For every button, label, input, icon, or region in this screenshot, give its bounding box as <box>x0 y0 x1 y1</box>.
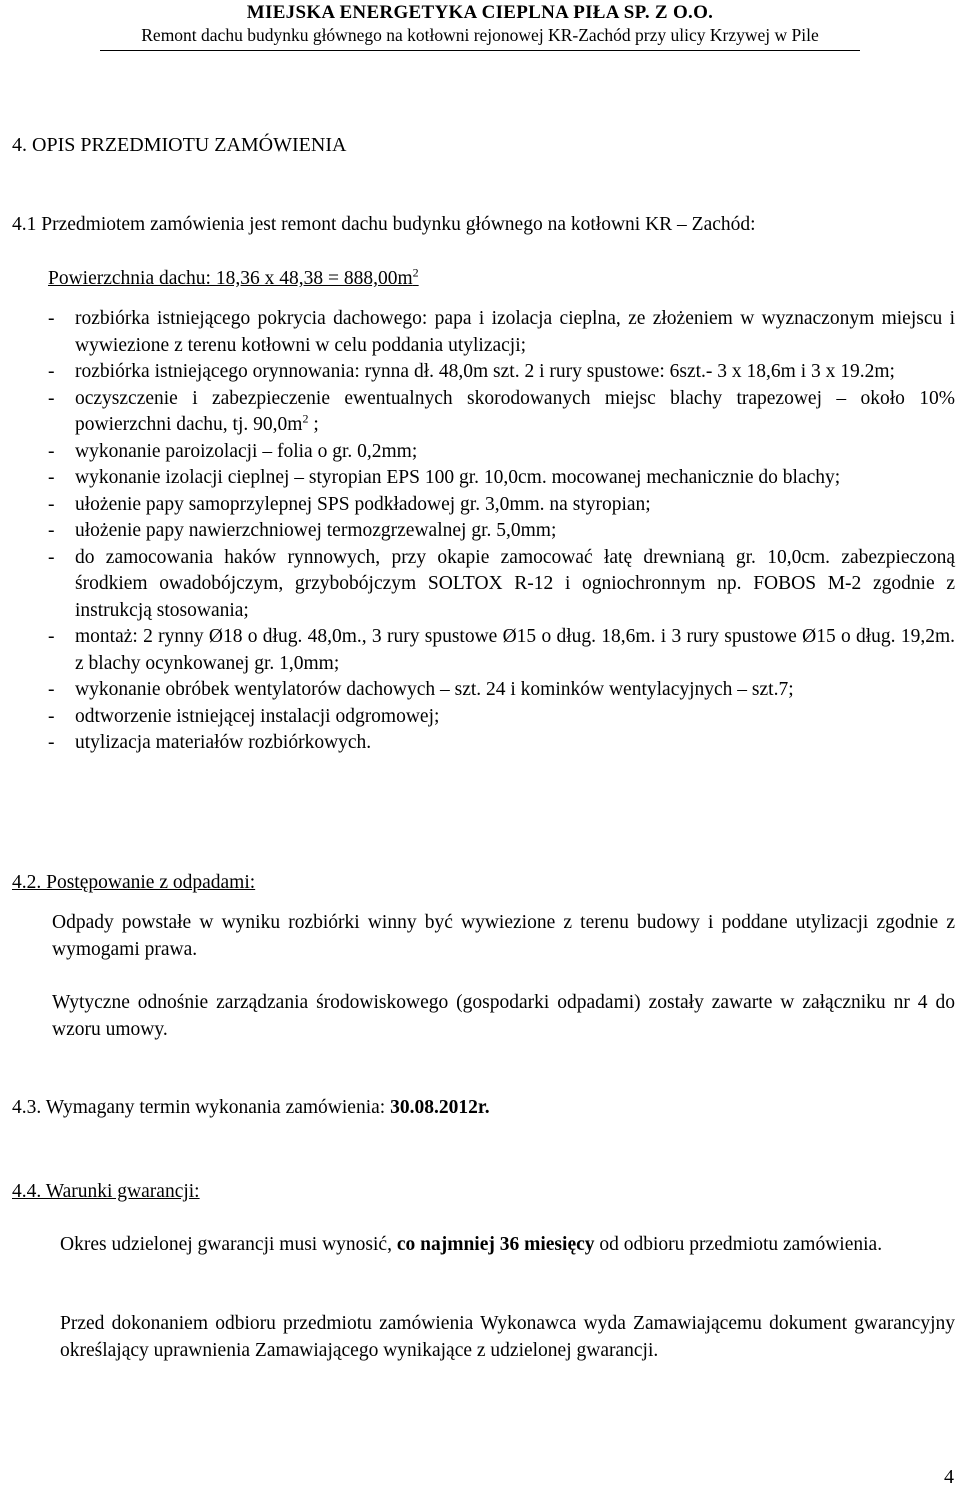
list-item <box>48 518 955 545</box>
list-item <box>48 704 955 731</box>
page-number: 4 <box>944 1466 954 1488</box>
list-dash: - <box>48 493 55 515</box>
document-header <box>0 2 960 46</box>
roof-area <box>48 265 419 290</box>
list-dash: - <box>48 387 55 409</box>
deadline-label: 4.3. Wymagany termin wykonania zamówienia: <box>12 1097 391 1118</box>
list-item-text: do zamocowania haków rynnowych, przy okapie zamocować łatę drewnianą gr. 10,0cm. zabezpieczoną środkiem owadobójczym, grzybobójczym SOLTOX R-12 i ogniochronnym np. FOBOS M-2 zgodnie z instrukcją stosowania; <box>75 546 955 621</box>
list-item-text: rozbiórka istniejącego pokrycia dachowego: papa i izolacja cieplna, ze złożeniem w wyznaczonym miejscu i wywiezione z terenu kotłowni w celu poddania utylizacji; <box>75 308 955 356</box>
list-dash: - <box>48 705 55 727</box>
list-item-text: utylizacja materiałów rozbiórkowych. <box>75 732 372 753</box>
list-item-text: odtworzenie istniejącej instalacji odgromowej; <box>75 705 440 727</box>
waste-paragraph-2: Wytyczne odnośnie zarządzania środowiskowego (gospodarki odpadami) zostały zawarte w załączniku nr 4 do wzoru umowy. <box>52 992 955 1040</box>
list-item <box>48 306 955 359</box>
warranty-period: co najmniej 36 miesięcy <box>396 1234 595 1255</box>
list-item <box>48 730 955 757</box>
list-item <box>48 545 955 625</box>
list-item <box>48 492 955 519</box>
header-rule <box>100 50 860 51</box>
list-item <box>48 677 955 704</box>
company-name: MIEJSKA ENERGETYKA CIEPLNA PIŁA SP. Z O.O. <box>246 2 714 23</box>
list-dash: - <box>48 546 55 568</box>
list-item-text: wykonanie obróbek wentylatorów dachowych – szt. 24 i kominków wentylacyjnych – szt.7; <box>75 679 794 700</box>
warranty-text-b: od odbioru przedmiotu zamówienia. <box>594 1234 883 1255</box>
list-item <box>48 386 955 439</box>
roof-area-sup: 2 <box>412 265 419 280</box>
deadline-date: 30.08.2012r. <box>390 1097 490 1118</box>
list-dash: - <box>48 467 55 488</box>
list-item-text: wykonanie izolacji cieplnej – styropian EPS 100 gr. 10,0cm. mocowanej mechanicznie do blachy; <box>75 467 841 488</box>
waste-paragraph-1: Odpady powstałe w wyniku rozbiórki winny być wywiezione z terenu budowy i poddane utylizacji zgodnie z wymogami prawa. <box>52 912 955 960</box>
waste-heading <box>12 872 255 894</box>
list-item <box>48 465 955 492</box>
waste-heading-text: 4.2. Postępowanie z odpadami: <box>12 872 256 893</box>
list-dash: - <box>48 361 55 382</box>
list-item <box>48 359 955 386</box>
warranty-text-a: Okres udzielonej gwarancji musi wynosić, <box>60 1234 397 1255</box>
warranty-paragraph-1 <box>60 1232 955 1259</box>
warranty-heading-text: 4.4. Warunki gwarancji: <box>12 1181 200 1202</box>
list-dash: - <box>48 308 55 329</box>
list-item-text: ułożenie papy samoprzylepnej SPS podkładowej gr. 3,0mm. na styropian; <box>75 493 651 515</box>
list-item-text: montaż: 2 rynny Ø18 o dług. 48,0m., 3 rury spustowe Ø15 o dług. 18,6m. i 3 rury spustowe Ø15 o dług. 19,2m. z blachy ocynkowanej gr. 1,0mm; <box>75 626 955 674</box>
list-dash: - <box>48 679 55 700</box>
deadline-line <box>12 1097 490 1119</box>
list-item-text: rozbiórka istniejącego orynnowania: rynna dł. 48,0m szt. 2 i rury spustowe: 6szt.- 3 x 18,6m i 3 x 19.2m; <box>75 361 895 382</box>
list-item-sup: 2 <box>302 411 309 426</box>
warranty-paragraph-2: Przed dokonaniem odbioru przedmiotu zamówienia Wykonawca wyda Zamawiającemu dokument gwarancyjny określający uprawnienia Zamawiającego wynikające z udzielonej gwarancji. <box>60 1313 955 1361</box>
list-item <box>48 439 955 466</box>
list-item-text: wykonanie paroizolacji – folia o gr. 0,2mm; <box>75 440 418 462</box>
list-item <box>48 624 955 677</box>
list-dash: - <box>48 626 55 647</box>
list-dash: - <box>48 732 55 753</box>
list-item-text: oczyszczenie i zabezpieczenie ewentualnych skorodowanych miejsc blachy trapezowej – około 10% powierzchni dachu, tj. 90,0m <box>75 387 955 435</box>
list-dash: - <box>48 440 55 462</box>
section-intro: 4.1 Przedmiotem zamówienia jest remont dachu budynku głównego na kotłowni KR – Zachód: <box>12 214 756 235</box>
list-dash: - <box>48 520 55 541</box>
section-title: 4. OPIS PRZEDMIOTU ZAMÓWIENIA <box>12 134 347 156</box>
list-item-text-end: ; <box>308 414 319 435</box>
project-title: Remont dachu budynku głównego na kotłowni rejonowej KR-Zachód przy ulicy Krzywej w Pile <box>141 25 819 45</box>
list-item-text: ułożenie papy nawierzchniowej termozgrzewalnej gr. 5,0mm; <box>75 520 557 541</box>
warranty-heading <box>12 1181 200 1203</box>
roof-area-text: Powierzchnia dachu: 18,36 x 48,38 = 888,00m <box>48 268 413 289</box>
scope-list <box>48 306 955 757</box>
